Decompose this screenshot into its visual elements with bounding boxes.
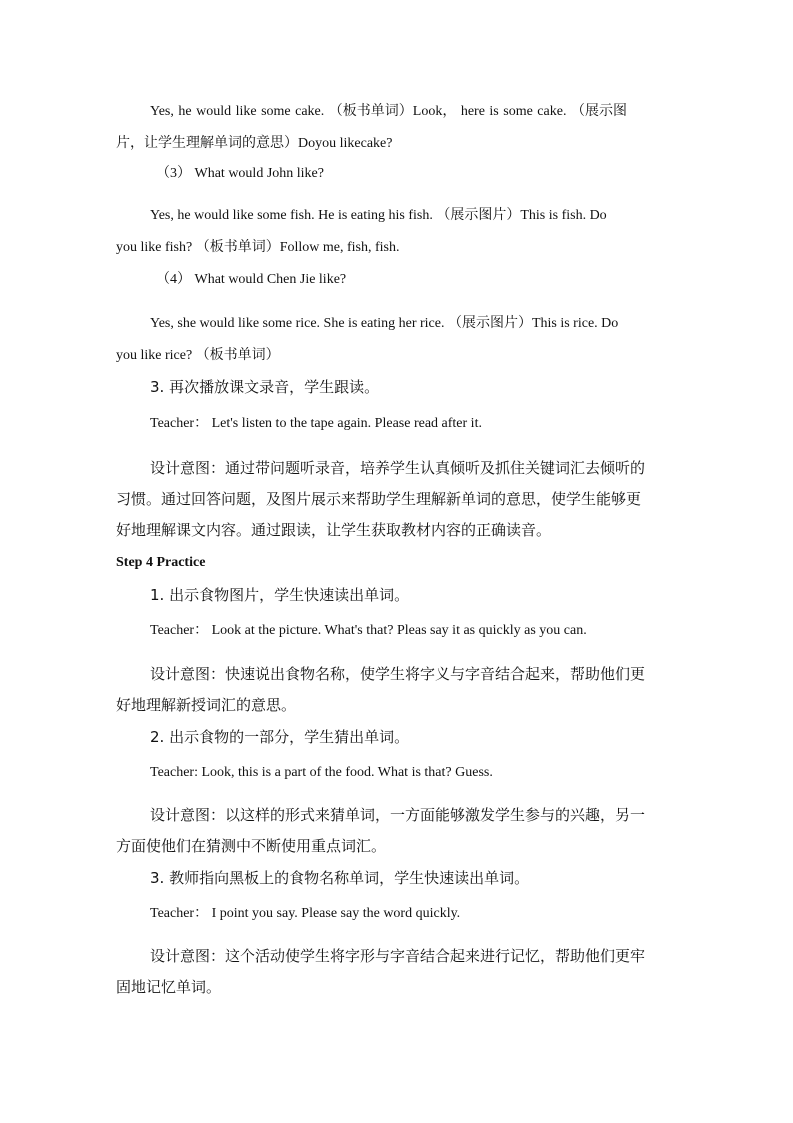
line-23: 3. 教师指向黑板上的食物名称单词，学生快速读出单词。	[150, 869, 530, 887]
line-15: 1. 出示食物图片，学生快速读出单词。	[150, 586, 410, 604]
section-heading-step4: Step 4 Practice	[116, 555, 206, 570]
line-21: 设计意图：以这样的形式来猜单词，一方面能够激发学生参与的兴趣，另一	[150, 806, 646, 824]
line-11: 设计意图：通过带问题听录音，培养学生认真倾听及抓住关键词汇去倾听的	[150, 459, 646, 477]
line-2: 片，让学生理解单词的意思）Doyou likecake?	[116, 136, 393, 151]
line-18: 好地理解新授词汇的意思。	[116, 696, 297, 714]
line-24: Teacher： I point you say. Please say the word quickly.	[150, 906, 461, 921]
line-4: Yes, he would like some fish. He is eating his fish. （展示图片）This is fish. Do	[150, 208, 607, 223]
line-10: Teacher： Let's listen to the tape again. Please read after it.	[150, 416, 482, 431]
line-13: 好地理解课文内容。通过跟读，让学生获取教材内容的正确读音。	[116, 521, 552, 539]
line-19: 2. 出示食物的一部分，学生猜出单词。	[150, 728, 410, 746]
line-17: 设计意图：快速说出食物名称，使学生将字义与字音结合起来，帮助他们更	[150, 665, 646, 683]
line-1: Yes, he would like some cake. （板书单词）Look， here is some cake. （展示图	[150, 104, 627, 119]
line-9: 3. 再次播放课文录音，学生跟读。	[150, 378, 380, 396]
line-7: Yes, she would like some rice. She is eating her rice. （展示图片）This is rice. Do	[150, 316, 619, 331]
line-5: you like fish? （板书单词）Follow me, fish, fish.	[116, 240, 400, 255]
line-22: 方面使他们在猜测中不断使用重点词汇。	[116, 837, 387, 855]
line-25: 设计意图：这个活动使学生将字形与字音结合起来进行记忆，帮助他们更牢	[150, 947, 646, 965]
line-16: Teacher： Look at the picture. What's that? Pleas say it as quickly as you can.	[150, 623, 587, 638]
line-12: 习惯。通过回答问题，及图片展示来帮助学生理解新单词的意思，使学生能够更	[116, 490, 642, 508]
line-3: （3） What would John like?	[156, 166, 324, 181]
line-6: （4） What would Chen Jie like?	[156, 272, 347, 287]
line-20: Teacher: Look, this is a part of the food. What is that? Guess.	[150, 765, 493, 780]
line-8: you like rice? （板书单词）	[116, 348, 280, 363]
line-26: 固地记忆单词。	[116, 978, 222, 996]
